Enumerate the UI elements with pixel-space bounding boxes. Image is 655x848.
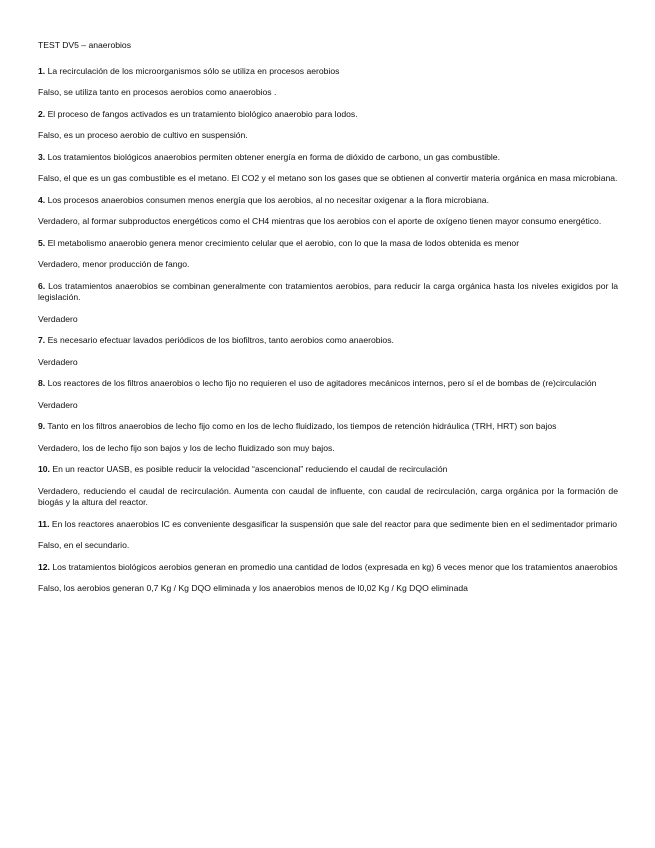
answer-text: Falso, el que es un gas combustible es el metano. El CO2 y el metano son los gases que se obtienen al convertir materia orgánica en masa microbiana. [38,173,618,183]
question-number: 8. [38,378,46,388]
question-text [38,152,618,164]
question-item [38,378,618,411]
question-number: 6. [38,280,46,291]
question-number: 5. [38,237,46,248]
answer-text: Falso, los aerobios generan 0,7 Kg / Kg DQO eliminada y los anaerobios menos de l0,02 Kg / Kg DQO eliminada [38,583,468,593]
question-item [38,152,618,185]
answer-text: Verdadero [38,356,78,367]
question-number: 10. [38,464,50,474]
question-text [38,562,618,574]
question-item [38,464,618,509]
question-text [38,109,618,121]
answer-text: Falso, en el secundario. [38,540,130,550]
question-number: 4. [38,194,46,205]
question-item [38,66,618,99]
question-item [38,519,618,552]
question-body: El proceso de fangos activados es un tratamiento biológico anaerobio para lodos. [47,108,358,119]
question-body: En los reactores anaerobios IC es conveniente desgasificar la suspensión que sale del reactor para que sedimente bien en el sedimentador primario [51,518,618,529]
question-list [38,66,618,595]
answer-text: Falso, se utiliza tanto en procesos aerobios como anaerobios . [38,87,277,97]
answer-text: Verdadero, al formar subproductos energéticos como el CH4 mientras que los aerobios con el aporte de oxígeno tienen mayor consumo energético. [38,216,602,226]
question-body: Los reactores de los filtros anaerobios o lecho fijo no requieren el uso de agitadores mecánicos internos, pero sí el de bombas de (re)circulación [47,378,597,388]
answer-text: Verdadero, menor producción de fango. [38,259,190,269]
question-body: La recirculación de los microorganismos sólo se utiliza en procesos aerobios [47,65,340,76]
question-text [38,464,618,476]
question-text [38,281,618,304]
question-number: 1. [38,65,46,76]
question-body: En un reactor UASB, es posible reducir la velocidad “ascencional” reduciendo el caudal de recirculación [52,464,448,474]
question-text [38,195,618,207]
question-item [38,195,618,228]
question-body: Los procesos anaerobios consumen menos energía que los aerobios, al no necesitar oxigenar a la flora microbiana. [47,194,489,205]
question-number: 3. [38,151,46,162]
question-body: Los tratamientos biológicos aerobios generan en promedio una cantidad de lodos (expresada en kg) 6 veces menor que los tratamientos anaerobios [52,561,618,572]
question-body: El metabolismo anaerobio genera menor crecimiento celular que el aerobio, con lo que la masa de lodos obtenida es menor [47,237,520,248]
question-number: 9. [38,421,46,431]
question-number: 12. [38,561,50,572]
question-number: 2. [38,108,46,119]
answer-text: Falso, es un proceso aerobio de cultivo en suspensión. [38,130,248,140]
question-item [38,109,618,142]
question-text [38,378,618,390]
question-body: Los tratamientos anaerobios se combinan generalmente con tratamientos aerobios, para reducir la carga orgánica hasta los niveles exigidos por la legislación. [38,280,619,302]
question-text [38,335,618,347]
document-page [38,40,618,605]
question-body: Tanto en los filtros anaerobios de lecho fijo como en los de lecho fluidizado, los tiempos de retención hidráulica (TRH, HRT) son bajos [47,421,557,431]
question-text [38,238,618,250]
question-text [38,421,618,433]
question-item [38,238,618,271]
question-item [38,335,618,368]
document-title: TEST DV5 – anaerobios [38,40,131,50]
answer-text: Verdadero [38,313,78,324]
answer-text: Verdadero, reduciendo el caudal de recirculación. Aumenta con caudal de influente, con caudal de recirculación, carga orgánica por la formación de biogás y la altura del reactor. [38,485,618,507]
question-body: Los tratamientos biológicos anaerobios permiten obtener energía en forma de dióxido de carbono, un gas combustible. [47,151,500,162]
question-item [38,562,618,595]
question-text [38,519,618,531]
answer-text: Verdadero [38,399,78,410]
question-number: 7. [38,335,46,345]
question-number: 11. [38,518,50,529]
question-item [38,421,618,454]
question-body: Es necesario efectuar lavados periódicos de los biofiltros, tanto aerobios como anaerobios. [47,335,394,345]
question-item [38,281,618,326]
question-text [38,66,618,78]
answer-text: Verdadero, los de lecho fijo son bajos y los de lecho fluidizado son muy bajos. [38,442,335,453]
